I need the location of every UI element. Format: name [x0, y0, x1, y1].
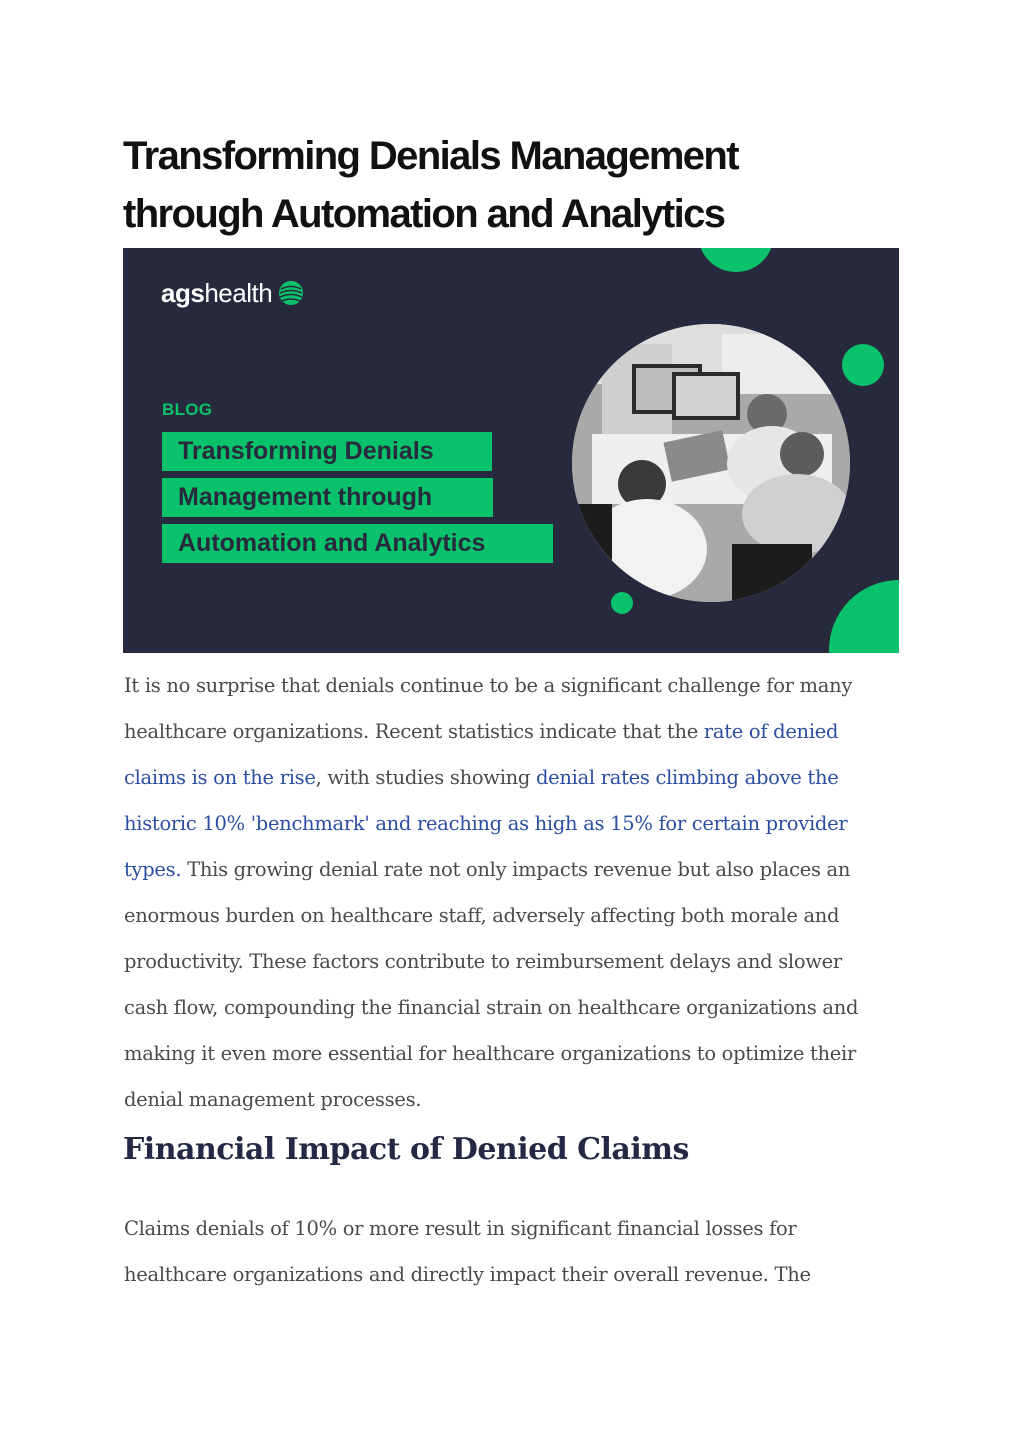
decor-circle: [842, 344, 884, 386]
denied-claims-link[interactable]: rate of denied claims is on the rise: [124, 720, 839, 789]
article-title: [123, 127, 903, 243]
ags-health-logo: [161, 278, 304, 308]
decor-circle: [829, 580, 899, 653]
article-title-line-1: Transforming Denials Management: [123, 134, 738, 178]
decor-circle: [611, 592, 633, 614]
banner-headline-line-3: Automation and Analytics: [162, 524, 553, 563]
decor-circle: [698, 248, 774, 272]
intro-text-3: This growing denial rate not only impacts revenue but also places an enormous burden on healthcare staff, adversely affecting both morale and productivity. These factors contribute to reimbursement delays and slower cash flow, compounding the financial strain on healthcare organizations and making it even more essential for healthcare organizations to optimize their denial management processes.: [124, 858, 859, 1111]
section-paragraph: Claims denials of 10% or more result in significant financial losses for healthcare organizations and directly impact their overall revenue. The: [124, 1217, 811, 1286]
blog-tag: BLOG: [162, 400, 213, 419]
article-title-line-2: through Automation and Analytics: [123, 192, 725, 236]
section-heading: Financial Impact of Denied Claims: [123, 1132, 689, 1167]
banner-headline-line-1: Transforming Denials: [162, 432, 492, 471]
globe-logo-icon: [278, 280, 304, 306]
hero-banner: [123, 248, 899, 653]
office-team-photo: [572, 324, 850, 602]
logo-text-bold: ags: [161, 277, 205, 308]
intro-text-1: It is no surprise that denials continue to be a significant challenge for many healthcare organizations. Recent statistics indicate that the: [124, 674, 853, 743]
office-photo-illustration: [572, 324, 850, 602]
intro-text-2: , with studies showing: [315, 766, 536, 789]
intro-paragraph: [124, 663, 884, 1123]
denial-rates-link[interactable]: denial rates climbing above the historic 10% 'benchmark' and reaching as high as 15% for certain provider types.: [124, 766, 848, 881]
banner-headline-line-2: Management through: [162, 478, 493, 517]
logo-text-light: health: [204, 277, 273, 308]
